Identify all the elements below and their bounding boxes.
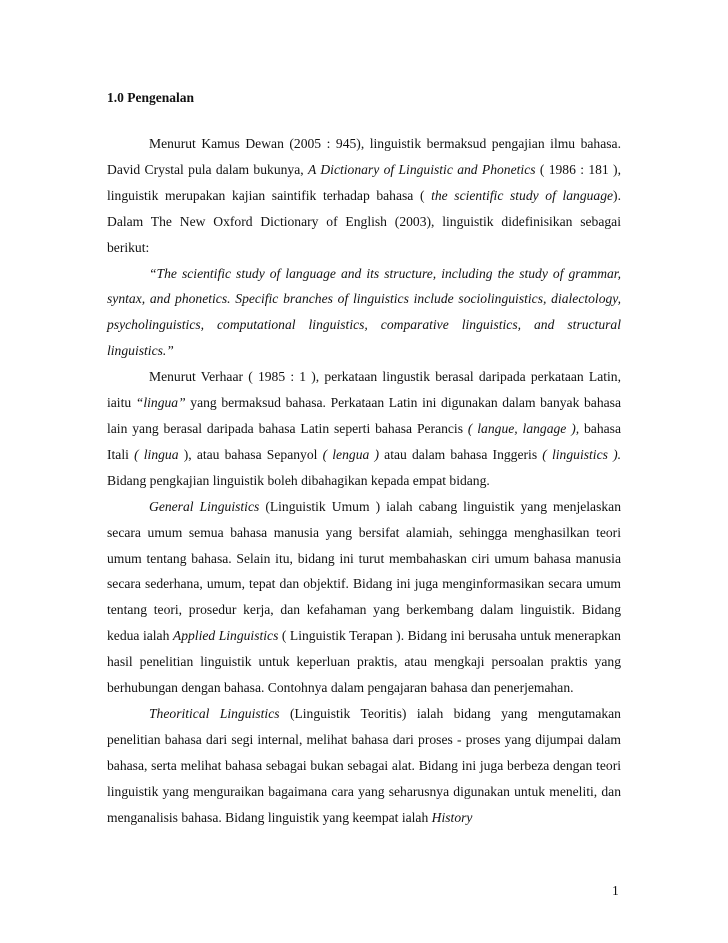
italic-text: Theoritical Linguistics	[149, 705, 280, 721]
italic-text: A Dictionary of Linguistic and Phonetics	[307, 161, 536, 177]
paragraph: Theoritical Linguistics (Linguistik Teoritis) ialah bidang yang mengutamakan penelitian bahasa dari segi internal, melihat bahasa dari proses - proses yang dijumpai dalam bahasa, serta melihat bahasa sebagai bukan sebagai alat. Bidang ini juga berbeza dengan teori linguistik yang menguraikan bagaimana cara yang seharusnya digunakan untuk meneliti, dan menganalisis bahasa. Bidang linguistik yang keempat ialah History	[107, 705, 621, 825]
italic-text: Applied Linguistics	[172, 628, 279, 644]
page-number: 1	[612, 883, 619, 898]
italic-text: “The scientific study of language and its structure, including the study of grammar, syntax, and phonetics. Specific branches of linguistics include sociolinguistics, dialectology, psycholinguistics, computational linguistics, comparative linguistics, and structural linguistics.”	[107, 265, 621, 359]
italic-text: ( lengua )	[322, 446, 379, 462]
italic-text: History	[431, 809, 473, 825]
italic-text: ( lingua	[134, 446, 179, 462]
paragraph	[107, 261, 621, 365]
italic-text: General Linguistics	[149, 498, 260, 514]
italic-text: the scientific study of language	[431, 187, 614, 203]
paragraph: General Linguistics (Linguistik Umum ) ialah cabang linguistik yang menjelaskan secara umum semua bahasa manusia yang bersifat alamiah, sehingga menghasilkan teori umum tentang bahasa. Selain itu, bidang ini turut membahaskan ciri umum bahasa manusia secara sederhana, umum, tepat dan objektif. Bidang ini juga menginformasikan secara umum tentang teori, prosedur kerja, dan kefahaman yang berkembang dalam linguistik. Bidang kedua ialah Applied Linguistics ( Linguistik Terapan ). Bidang ini berusaha untuk menerapkan hasil penelitian linguistik untuk keperluan praktis, atau mengkaji persoalan praktis yang berhubungan dengan bahasa. Contohnya dalam pengajaran bahasa dan penerjemahan.	[107, 498, 621, 696]
paragraph: Menurut Kamus Dewan (2005 : 945), linguistik bermaksud pengajian ilmu bahasa. David Crystal pula dalam bukunya, A Dictionary of Linguistic and Phonetics ( 1986 : 181 ), linguistik merupakan kajian saintifik terhadap bahasa ( the scientific study of language). Dalam The New Oxford Dictionary of English (2003), linguistik didefinisikan sebagai berikut:	[107, 136, 621, 255]
paragraph: Menurut Verhaar ( 1985 : 1 ), perkataan lingustik berasal daripada perkataan Latin, iaitu “lingua” yang bermaksud bahasa. Perkataan Latin ini digunakan dalam banyak bahasa lain yang berasal daripada bahasa Latin seperti bahasa Perancis ( langue, langage ), bahasa Itali ( lingua ), atau bahasa Sepanyol ( lengua ) atau dalam bahasa Inggeris ( linguistics ). Bidang pengkajian linguistik boleh dibahagikan kepada empat bidang.	[107, 369, 621, 488]
italic-text: ( langue, langage ),	[467, 420, 580, 436]
italic-text: ( linguistics ).	[542, 446, 621, 462]
body-text	[107, 131, 621, 830]
italic-text: “lingua”	[135, 395, 186, 411]
section-heading: 1.0 Pengenalan	[107, 90, 195, 105]
